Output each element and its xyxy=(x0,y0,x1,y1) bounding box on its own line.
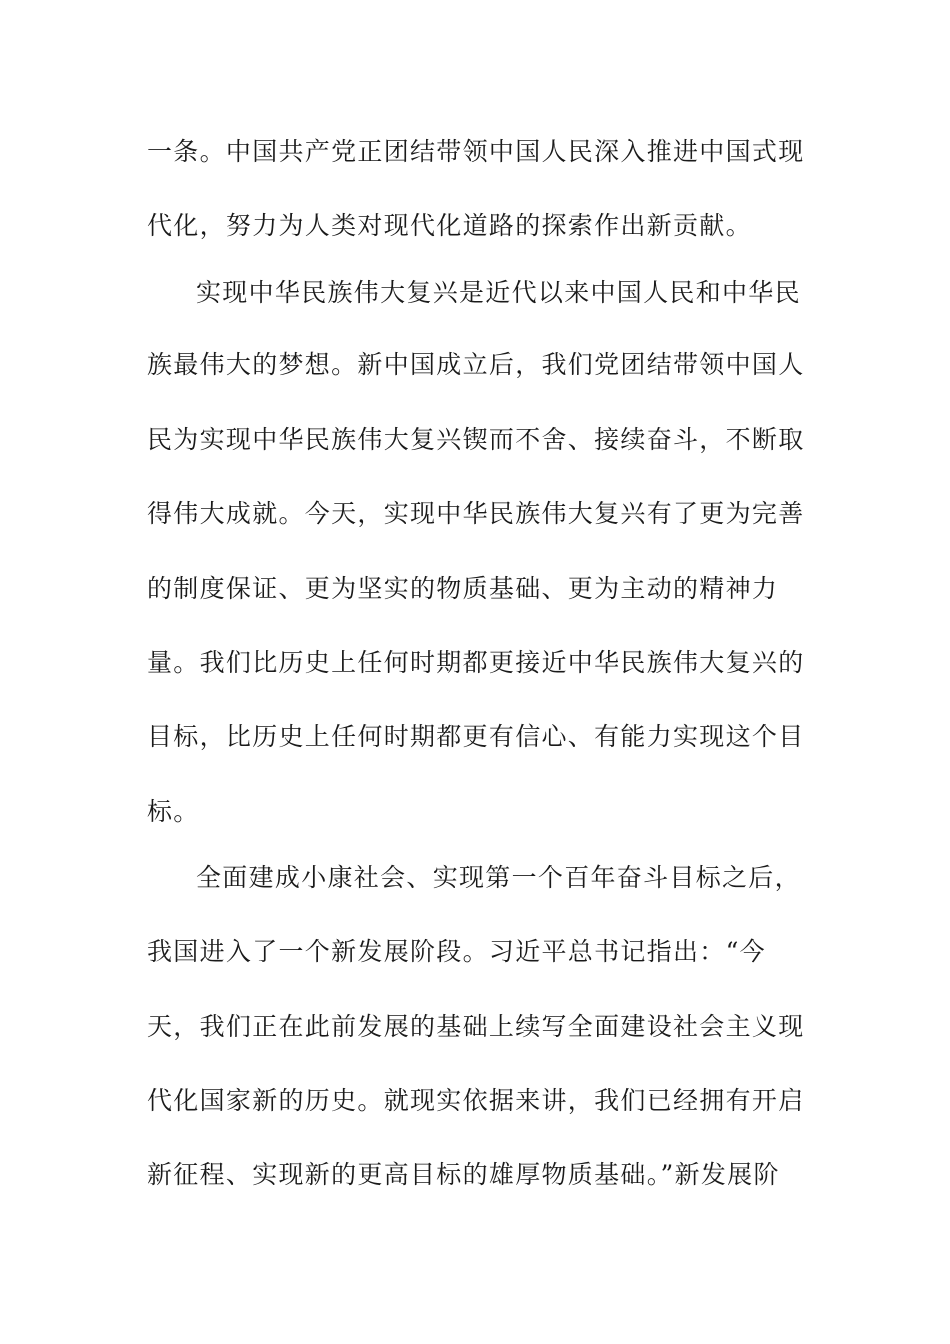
text-line: 一条。中国共产党正团结带领中国人民深入推进中国式现 xyxy=(147,137,805,166)
text-line: 目标，比历史上任何时期都更有信心、有能力实现这个目 xyxy=(147,722,805,751)
paragraph-start-line: 实现中华民族伟大复兴是近代以来中国人民和中华民 xyxy=(196,278,801,307)
text-line: 族最伟大的梦想。新中国成立后，我们党团结带领中国人 xyxy=(147,350,805,379)
paragraph-start-line: 全面建成小康社会、实现第一个百年奋斗目标之后， xyxy=(196,863,801,892)
text-line: 得伟大成就。今天，实现中华民族伟大复兴有了更为完善 xyxy=(147,499,805,528)
text-line: 我国进入了一个新发展阶段。习近平总书记指出：“今 xyxy=(147,937,766,966)
text-line: 代化国家新的历史。就现实依据来讲，我们已经拥有开启 xyxy=(147,1086,805,1115)
text-line: 量。我们比历史上任何时期都更接近中华民族伟大复兴的 xyxy=(147,648,805,677)
text-line: 标。 xyxy=(147,797,200,826)
text-line: 新征程、实现新的更高目标的雄厚物质基础。”新发展阶 xyxy=(147,1160,780,1189)
text-line: 民为实现中华民族伟大复兴锲而不舍、接续奋斗，不断取 xyxy=(147,425,805,454)
text-line: 天，我们正在此前发展的基础上续写全面建设社会主义现 xyxy=(147,1012,805,1041)
text-line: 的制度保证、更为坚实的物质基础、更为主动的精神力 xyxy=(147,574,779,603)
text-line: 代化，努力为人类对现代化道路的探索作出新贡献。 xyxy=(147,211,752,240)
